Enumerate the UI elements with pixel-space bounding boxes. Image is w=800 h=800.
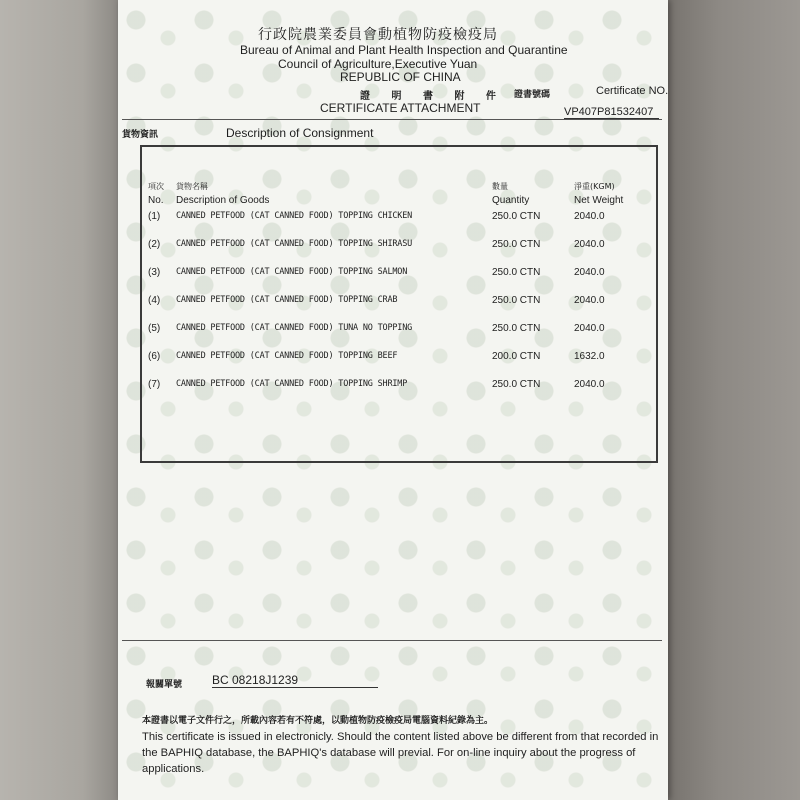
notice-en: This certificate is issued in electronicly. Should the content listed above be different from that recorded in the BAPHIQ database, the BAPHIQ's database will previal. For on-line inquiry about the progress of applications. [142,731,659,775]
certificate-number: VP407P81532407 [564,106,659,119]
table-row [142,351,656,365]
col-goods-en: Description of Goods [176,195,270,206]
item-no: (3) [148,267,161,278]
item-weight: 1632.0 [574,351,605,362]
table-row [142,211,656,225]
item-weight: 2040.0 [574,267,605,278]
country-name-en: REPUBLIC OF CHINA [340,70,461,84]
footer-divider [122,640,662,641]
item-no: (7) [148,379,161,390]
item-no: (6) [148,351,161,362]
item-weight: 2040.0 [574,379,605,390]
doc-title-cn: 證 明 書 附 件 [360,91,505,102]
certificate-label-cn: 證書號碼 [514,90,551,100]
item-quantity: 250.0 CTN [492,323,541,334]
col-qty-en: Quantity [492,195,530,206]
doc-title-en: CERTIFICATE ATTACHMENT [320,101,481,115]
item-quantity: 200.0 CTN [492,351,541,362]
item-description: CANNED PETFOOD (CAT CANNED FOOD) TUNA NO TOPPING [176,323,413,333]
agency-name-en: Bureau of Animal and Plant Health Inspection and Quarantine [240,43,568,57]
notice-cn: 本證書以電子文件行之，所載內容若有不符處，以動植物防疫檢疫局電腦資料紀錄為主。 [142,716,494,726]
col-no-cn: 項次 [148,182,164,191]
item-no: (5) [148,323,161,334]
background-surface-right [665,0,800,800]
item-quantity: 250.0 CTN [492,295,541,306]
item-description: CANNED PETFOOD (CAT CANNED FOOD) TOPPING CRAB [176,295,398,305]
table-row [142,267,656,281]
table-row [142,239,656,253]
item-weight: 2040.0 [574,323,605,334]
item-quantity: 250.0 CTN [492,239,541,250]
item-no: (4) [148,295,161,306]
table-row [142,323,656,337]
item-description: CANNED PETFOOD (CAT CANNED FOOD) TOPPING SHIRASU [176,239,413,249]
item-no: (2) [148,239,161,250]
item-weight: 2040.0 [574,295,605,306]
item-quantity: 250.0 CTN [492,267,541,278]
col-weight-en: Net Weight [574,195,624,206]
customs-number: BC 08218J1239 [212,673,378,688]
item-description: CANNED PETFOOD (CAT CANNED FOOD) TOPPING CHICKEN [176,211,413,221]
certificate-label-en: Certificate NO. [596,85,669,97]
section-label-cn: 貨物資訊 [122,130,159,140]
col-no-en: No. [148,195,164,206]
item-description: CANNED PETFOOD (CAT CANNED FOOD) TOPPING BEEF [176,351,398,361]
customs-label-cn: 報關單號 [146,680,183,690]
item-weight: 2040.0 [574,239,605,250]
col-goods-cn: 貨物名稱 [176,182,208,191]
header-divider [122,119,662,120]
table-row [142,379,656,393]
item-quantity: 250.0 CTN [492,211,541,222]
agency-name-cn: 行政院農業委員會動植物防疫檢疫局 [258,27,498,43]
item-description: CANNED PETFOOD (CAT CANNED FOOD) TOPPING SHRIMP [176,379,408,389]
consignment-table [140,145,658,463]
background-surface-left [0,0,118,800]
item-no: (1) [148,211,161,222]
item-description: CANNED PETFOOD (CAT CANNED FOOD) TOPPING SALMON [176,267,408,277]
col-weight-cn: 淨重(KGM) [574,182,615,191]
table-row [142,295,656,309]
council-name-en: Council of Agriculture,Executive Yuan [278,57,478,71]
certificate-sheet [118,0,668,800]
item-quantity: 250.0 CTN [492,379,541,390]
col-qty-cn: 數量 [492,182,508,191]
section-label-en: Description of Consignment [226,126,374,140]
item-weight: 2040.0 [574,211,605,222]
